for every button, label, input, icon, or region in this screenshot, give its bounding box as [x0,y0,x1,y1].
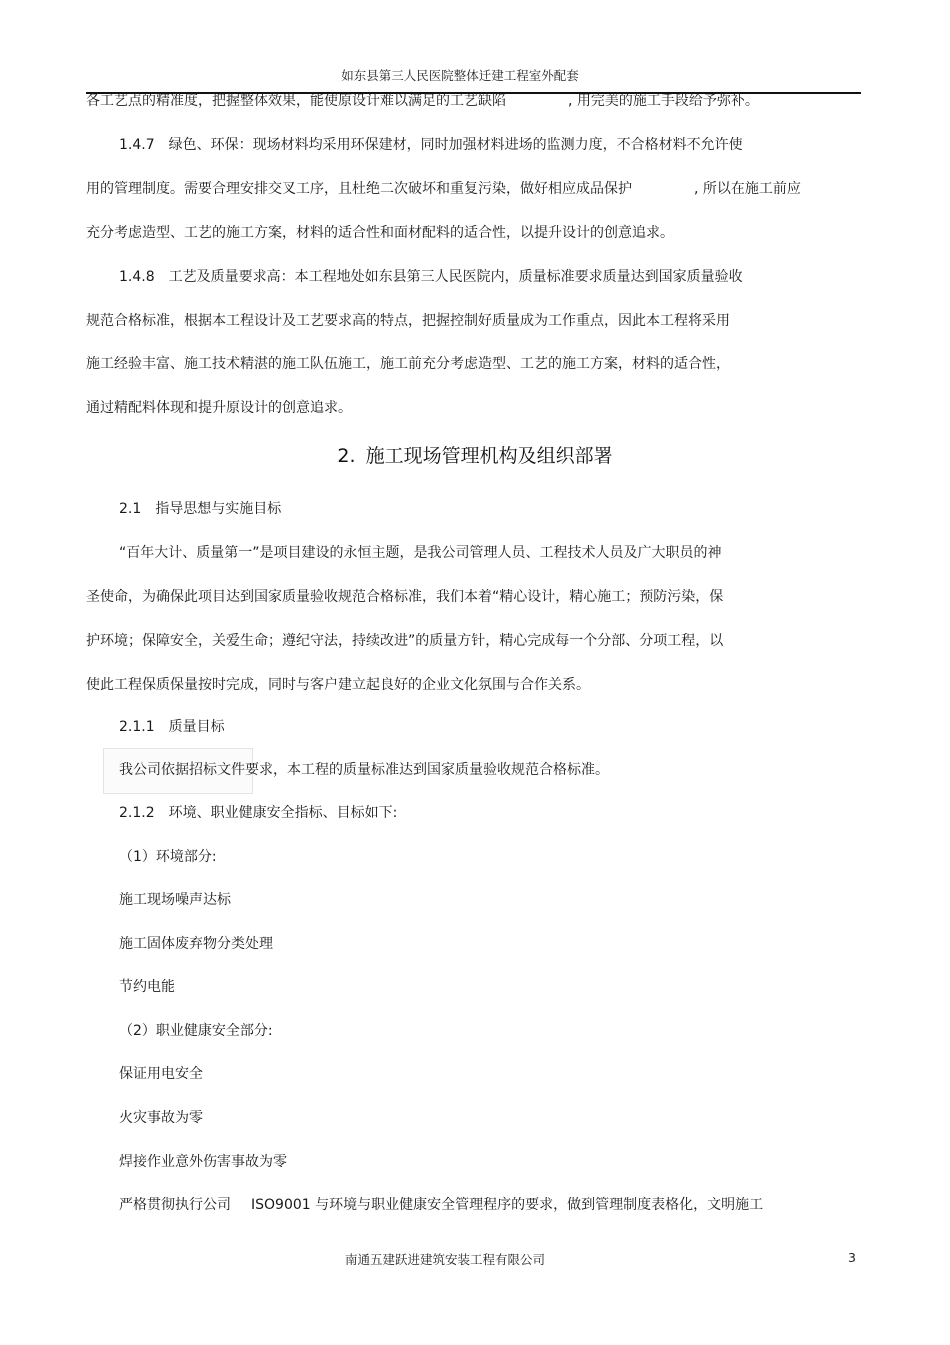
text-segment: 各工艺点的精准度，把握整体效果，能使原设计难以满足的工艺缺陷 [86,93,506,109]
section-heading-2 [0,444,950,468]
standard-code: ISO9001 [251,1197,311,1213]
section-1-4-7 [119,136,743,154]
list-item: 节约电能 [119,979,175,995]
text-segment: 严格贯彻执行公司 [119,1197,231,1213]
list-title-ohs: （2）职业健康安全部分: [119,1023,273,1039]
paragraph-line: 我公司依据招标文件要求，本工程的质量标准达到国家质量验收规范合格标准。 [119,762,609,778]
section-number: 2.1.1 [119,719,155,735]
page-number: 3 [848,1250,856,1265]
text-segment: 用的管理制度。需要合理安排交叉工序，且杜绝二次破坏和重复污染，做好相应成品保护 [86,181,632,197]
paragraph-line: 圣使命，为确保此项目达到国家质量验收规范合格标准，我们本着“精心设计，精心施工；预防污染，保 [86,589,724,605]
heading-number: 2. [337,445,356,467]
paragraph-line: 规范合格标准，根据本工程设计及工艺要求高的特点，把握控制好质量成为工作重点，因此本工程将采用 [86,313,730,329]
paragraph-line: 护环境；保障安全，关爱生命；遵纪守法，持续改进”的质量方针，精心完成每一个分部、分项工程，以 [86,633,724,649]
section-text: 工艺及质量要求高：本工程地处如东县第三人民医院内，质量标准要求质量达到国家质量验收 [168,269,743,285]
section-number: 2.1.2 [119,805,155,821]
text-segment: , 用完美的施工手段给予弥补。 [568,93,759,109]
paragraph-line [86,180,801,198]
heading-text: 施工现场管理机构及组织部署 [365,445,613,467]
paragraph-line [86,92,759,110]
section-text: 指导思想与实施目标 [155,501,282,517]
section-1-4-8 [119,268,743,286]
paragraph-line: 通过精配料体现和提升原设计的创意追求。 [86,400,352,416]
list-item: 施工固体废弃物分类处理 [119,936,273,952]
paragraph-line: “百年大计、质量第一”是项目建设的永恒主题，是我公司管理人员、工程技术人员及广大职员的神 [119,545,722,561]
running-header: 如东县第三人民医院整体迁建工程室外配套 [341,68,579,83]
list-item: 焊接作业意外伤害事故为零 [119,1154,287,1170]
section-number: 1.4.8 [119,269,155,285]
section-2-1 [119,500,281,518]
section-number: 1.4.7 [119,137,155,153]
list-item: 施工现场噪声达标 [119,892,231,908]
paragraph-line [119,1196,763,1214]
list-title-environment: （1）环境部分: [119,849,217,865]
text-segment: 与环境与职业健康安全管理程序的要求，做到管理制度表格化，文明施工 [315,1197,764,1213]
running-footer: 南通五建跃进建筑安装工程有限公司 [344,1252,545,1267]
section-2-1-1 [119,718,225,736]
section-text: 绿色、环保：现场材料均采用环保建材，同时加强材料进场的监测力度，不合格材料不允许使 [168,137,743,153]
list-item: 火灾事故为零 [119,1110,203,1126]
paragraph-line: 施工经验丰富、施工技术精湛的施工队伍施工，施工前充分考虑造型、工艺的施工方案，材料的适合性， [86,356,730,372]
section-number: 2.1 [119,501,142,517]
section-text: 质量目标 [168,719,225,735]
text-segment: , 所以在施工前应 [694,181,801,197]
paragraph-line: 充分考虑造型、工艺的施工方案，材料的适合性和面材配料的适合性，以提升设计的创意追求。 [86,225,674,241]
section-2-1-2 [119,804,397,822]
section-text: 环境、职业健康安全指标、目标如下: [168,805,398,821]
list-item: 保证用电安全 [119,1066,203,1082]
paragraph-line: 使此工程保质保量按时完成，同时与客户建立起良好的企业文化氛围与合作关系。 [86,677,590,693]
